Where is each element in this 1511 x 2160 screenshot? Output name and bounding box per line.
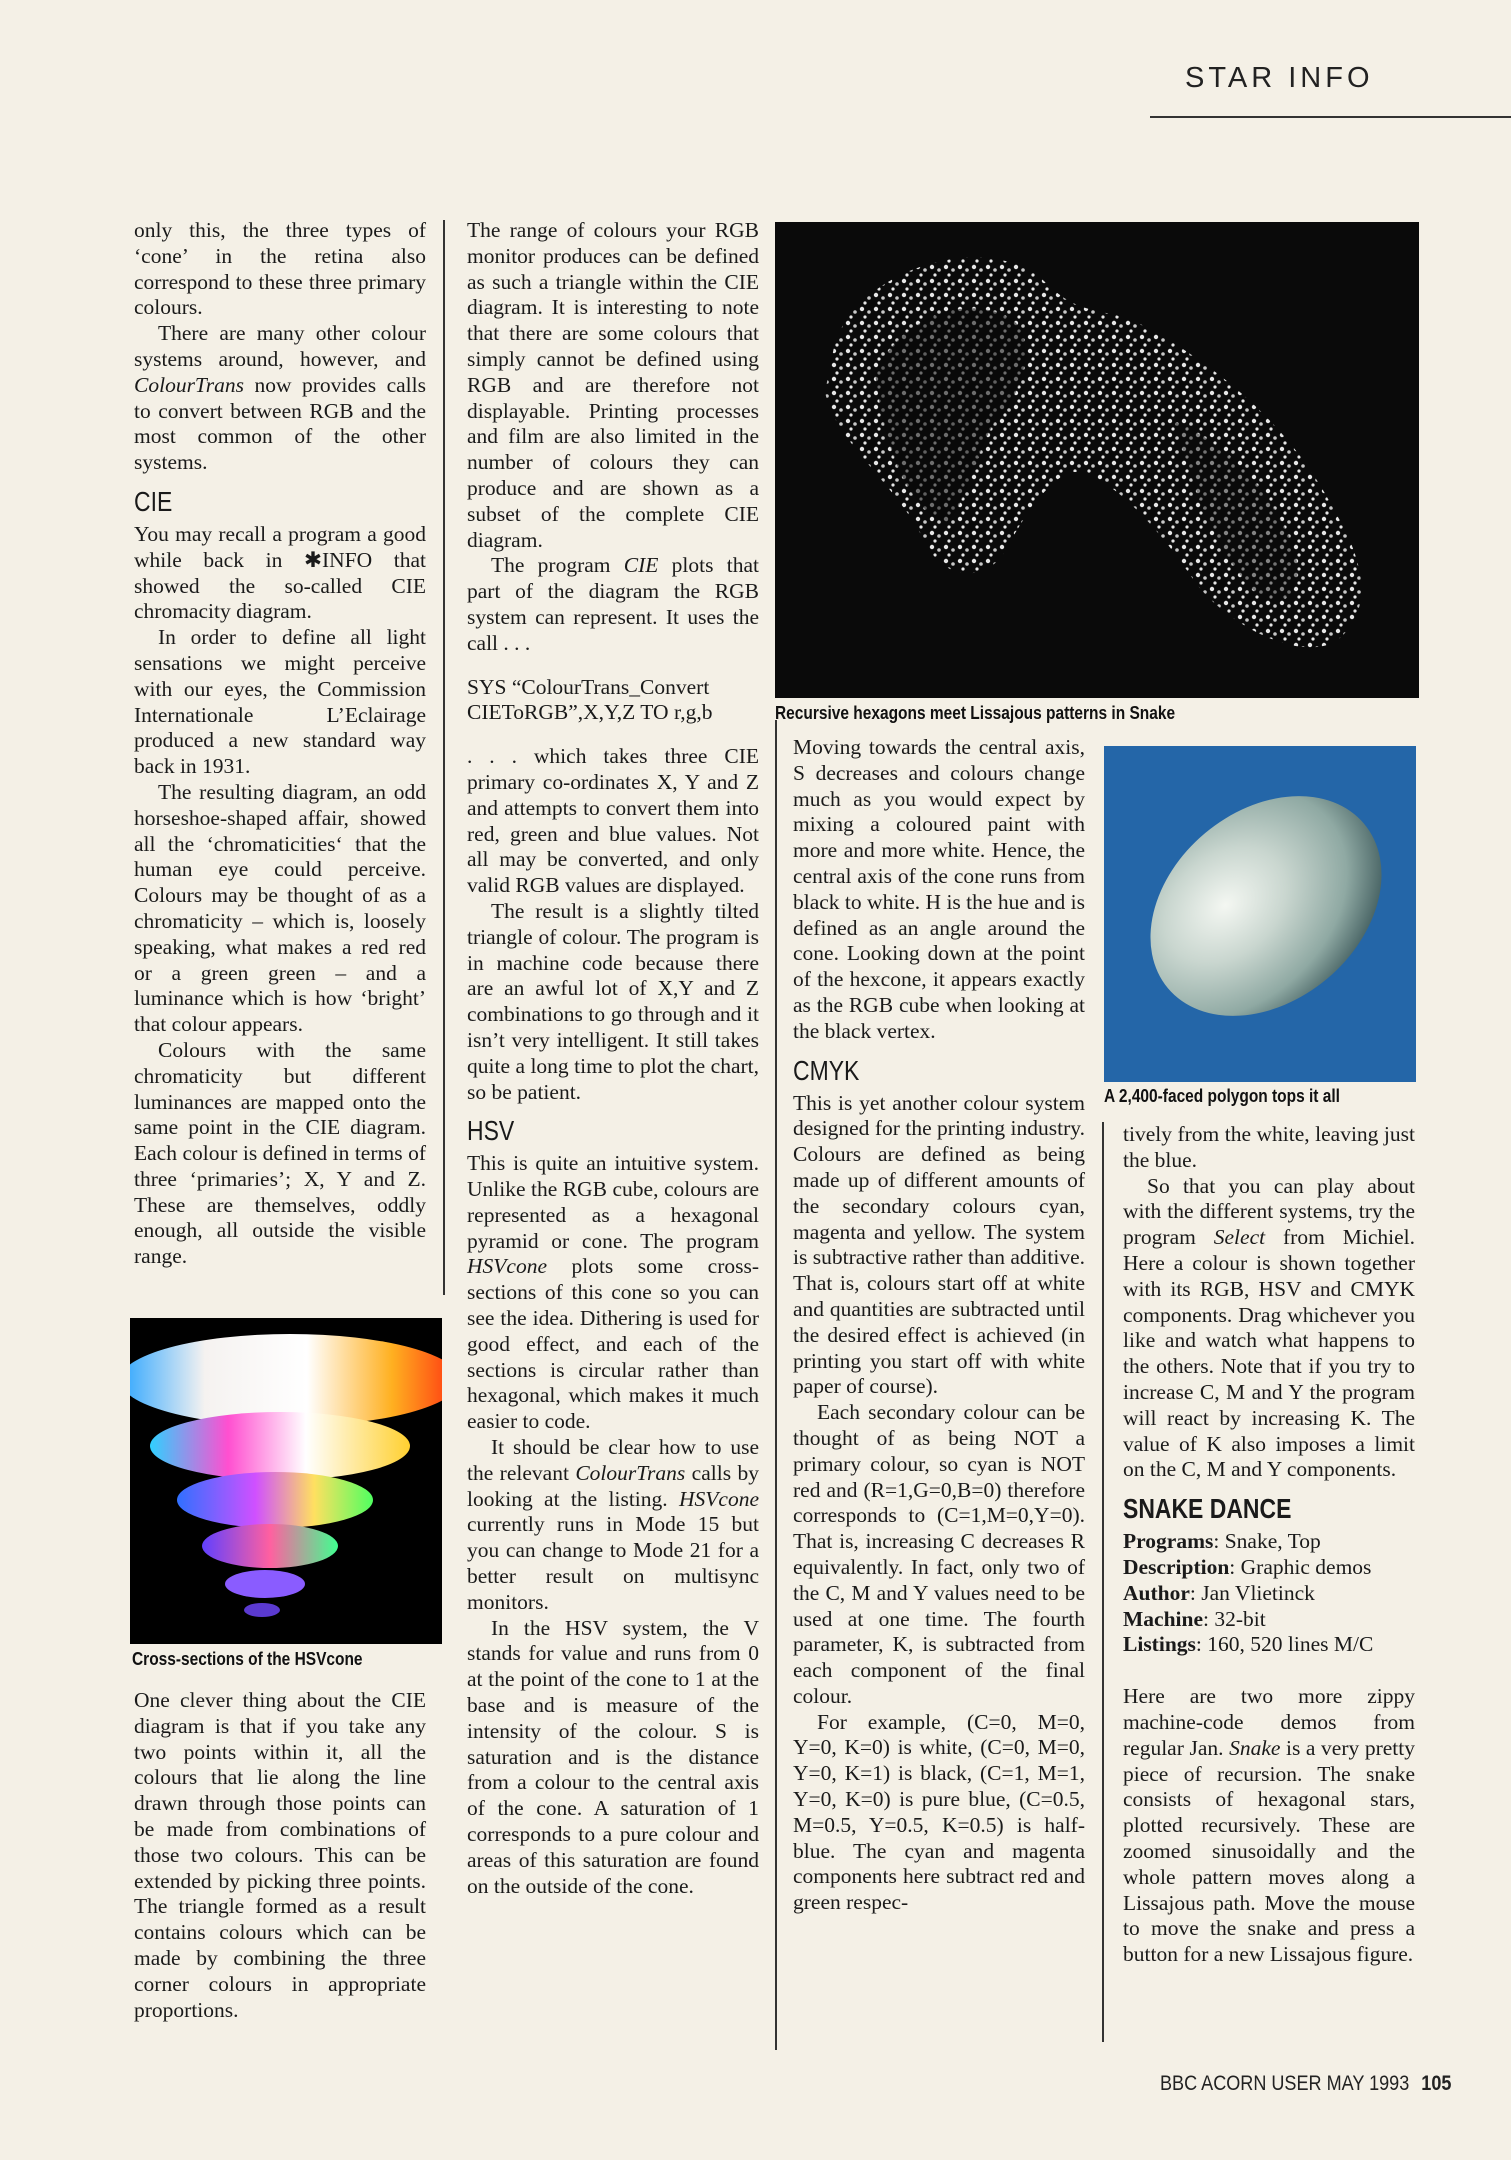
page-number: 105: [1421, 2072, 1452, 2095]
info-row: Author: Jan Vlietinck: [1123, 1580, 1315, 1605]
snake-demo-image: [775, 222, 1419, 698]
program-info-box: [1123, 1529, 1415, 1658]
paragraph: It should be clear how to use the relevant ColourTrans calls by looking at the listing. HSVcone currently runs in Mode 15 but you can change to Mode 21 for a better result on multisync monitors.: [467, 1435, 759, 1614]
info-row: Description: Graphic demos: [1123, 1554, 1372, 1579]
heading-cmyk: CMYK: [793, 1054, 860, 1086]
page-footer: [1160, 2072, 1451, 2096]
paragraph: You may recall a program a good while back in ✱INFO that showed the so-called CIE chromacity diagram.: [134, 521, 426, 624]
column-rule-1: [443, 220, 445, 1295]
info-row: Listings: 160, 520 lines M/C: [1123, 1632, 1374, 1657]
column-1b: [134, 1688, 426, 2023]
caption-snake: Recursive hexagons meet Lissajous patterns in Snake: [775, 703, 1176, 723]
column-4: [1123, 1122, 1415, 1968]
paragraph: Each secondary colour can be thought of as being NOT a primary colour, so cyan is NOT red and (R=1,G=0,B=0) therefore corresponds to (C=1,M=0,Y=0). That is, increasing C decreases R equivalently. In fact, only two of the C, M and Y values need to be used at one time. The fourth parameter, K, is subtracted from each component of the final colour.: [793, 1400, 1085, 1708]
hsv-cone-image: [130, 1318, 442, 1644]
heading-snake-dance: SNAKE DANCE: [1123, 1493, 1292, 1525]
column-1: [134, 218, 426, 1270]
paragraph: For example, (C=0, M=0, Y=0, K=0) is white, (C=0, M=0, Y=0, K=1) is black, (C=1, M=1, Y=0, K=0) is pure blue, (C=0.5, M=0.5, Y=0.5, K=0.5) is half-blue. The cyan and magenta components here subtract red and green respec-: [793, 1709, 1085, 1915]
info-row: Machine: 32-bit: [1123, 1606, 1266, 1631]
code-call: SYS “ColourTrans_Convert CIEToRGB”,X,Y,Z TO r,g,b: [467, 674, 713, 725]
column-rule-3: [1102, 1122, 1104, 2042]
paragraph: This is yet another colour system designed for the printing industry. Colours are defined as being made up of different amounts of the secondary colours cyan, magenta and yellow. The system is subtractive rather than additive. That is, colours start off at white and quantities are subtracted until the desired effect is achieved (in printing you start off with white paper of course).: [793, 1090, 1085, 1399]
publication-name: BBC ACORN USER MAY 1993: [1160, 2072, 1410, 2095]
paragraph: Here are two more zippy machine-code demos from regular Jan. Snake is a very pretty piece of recursion. The snake consists of hexagonal stars, plotted recursively. These are zoomed sinusoidally and the whole pattern moves along a Lissajous path. Move the mouse to move the snake and press a button for a new Lissajous figure.: [1123, 1684, 1415, 1967]
column-2: [467, 218, 759, 1899]
paragraph: One clever thing about the CIE diagram is that if you take any two points within it, all the colours that lie along the line drawn through those points can be made from combinations of those two colours. This can be extended by picking three points. The triangle formed as a result contains colours which can be made by combining the three corner colours in appropriate proportions.: [134, 1688, 426, 2022]
section-header: STAR INFO: [1185, 62, 1374, 94]
paragraph: . . . which takes three CIE primary co-ordinates X, Y and Z and attempts to convert them into red, green and blue values. Not all may be converted, and only valid RGB values are displayed.: [467, 744, 759, 898]
caption-hsv-cone: Cross-sections of the HSVcone: [132, 1649, 363, 1669]
paragraph: This is quite an intuitive system. Unlike the RGB cube, colours are represented as a hexagonal pyramid or cone. The program HSVcone plots some cross-sections of this cone so you can see the idea. Dithering is used for good effect, and each of the sections is circular rather than hexagonal, which makes it much easier to code.: [467, 1151, 759, 1434]
paragraph: So that you can play about with the different systems, try the program Select from Michiel. Here a colour is shown together with its RGB, HSV and CMYK components. Drag whichever you like and watch what happens to the others. Note that if you try to increase C, M and Y the program will react by increasing K. The value of K also imposes a limit on the C, M and Y components.: [1123, 1173, 1415, 1482]
polygon-image: [1104, 746, 1416, 1082]
caption-polygon: A 2,400-faced polygon tops it all: [1104, 1086, 1340, 1106]
heading-hsv: HSV: [467, 1115, 515, 1147]
paragraph: The program CIE plots that part of the diagram the RGB system can represent. It uses the call . . .: [467, 553, 759, 655]
paragraph: The range of colours your RGB monitor produces can be defined as such a triangle within the CIE diagram. It is interesting to note that there are some colours that simply cannot be defined using RGB and are therefore not displayable. Printing processes and film are also limited in the number of colours they can produce and are shown as a subset of the complete CIE diagram.: [467, 218, 759, 552]
paragraph: The resulting diagram, an odd horseshoe-shaped affair, showed all the ‘chromaticities‘ that the human eye could perceive. Colours may be thought of as a chromaticity – which is, loosely speaking, what makes a red red or a green green – and a luminance which is how ‘bright’ that colour appears.: [134, 779, 426, 1037]
paragraph: The result is a slightly tilted triangle of colour. The program is in machine code because there are an awful lot of X,Y and Z combinations to go through and it isn’t very intelligent. It still takes quite a long time to plot the chart, so be patient.: [467, 898, 759, 1104]
info-row: Programs: Snake, Top: [1123, 1529, 1321, 1554]
heading-cie: CIE: [134, 485, 173, 517]
paragraph: Moving towards the central axis, S decreases and colours change much as you would expect by mixing a coloured paint with more and more white. Hence, the central axis of the cone runs from black to white. H is the hue and is defined as an angle around the cone. Looking down at the point of the hexcone, it appears exactly as the RGB cube when looking at the black vertex.: [793, 735, 1085, 1043]
paragraph: There are many other colour systems around, however, and ColourTrans now provides calls to convert between RGB and the most common of the other systems.: [134, 321, 426, 475]
paragraph: In order to define all light sensations we might perceive with our eyes, the Commission Internationale L’Eclairage produced a new standard way back in 1931.: [134, 625, 426, 779]
header-rule: [1150, 116, 1511, 118]
paragraph: In the HSV system, the V stands for value and runs from 0 at the point of the cone to 1 at the base and is measure of the intensity of the colour. S is saturation and is the distance from a colour to the central axis of the cone. A saturation of 1 corresponds to a pure colour and areas of this saturation are found on the outside of the cone.: [467, 1615, 759, 1898]
column-rule-2: [775, 720, 777, 2050]
paragraph: tively from the white, leaving just the blue.: [1123, 1122, 1415, 1172]
paragraph: only this, the three types of ‘cone’ in the retina also correspond to these three primary colours.: [134, 218, 426, 320]
column-3: [793, 735, 1085, 1916]
paragraph: Colours with the same chromaticity but different luminances are mapped onto the same point in the CIE diagram. Each colour is defined in terms of three ‘primaries’; X, Y and Z. These are themselves, oddly enough, all outside the visible range.: [134, 1037, 426, 1269]
